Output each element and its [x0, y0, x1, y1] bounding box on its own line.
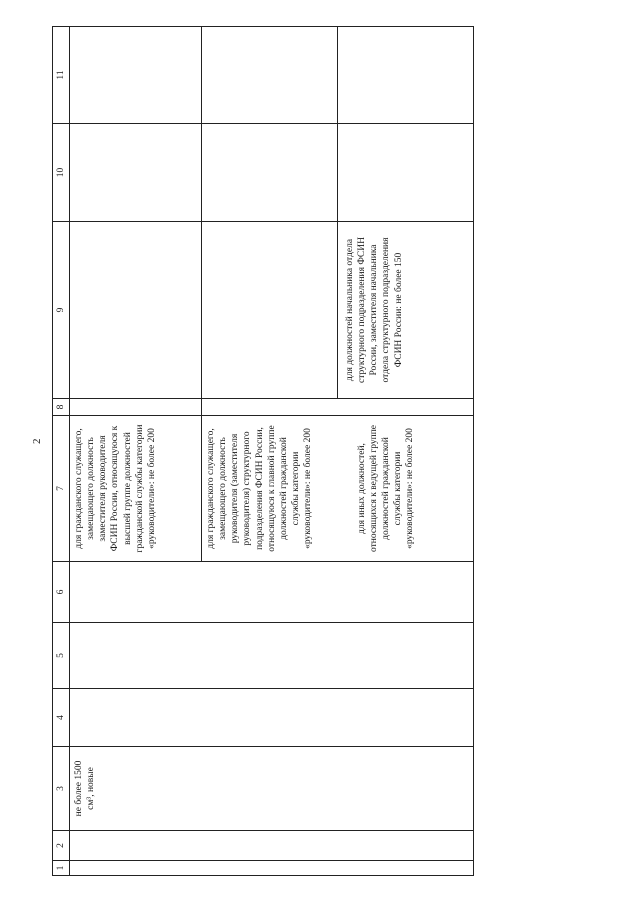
cell-col8: [202, 399, 338, 416]
column-header: 7: [53, 416, 70, 562]
cell-col9: [70, 222, 202, 399]
column-header: 11: [53, 27, 70, 124]
position-criteria-text: для иных должностей, относящихся к ведущей группе должностей гражданской службы категории «руководители»: не более 200: [356, 425, 416, 553]
table-row: [70, 27, 202, 876]
position-criteria-text: для гражданского служащего, замещающего должность руководителя (заместителя руководителя) структурного подразделения ФСИН России, относящуюся к главной группе должностей гражданской службы категории «руководители»: не более 200: [206, 425, 314, 552]
column-header: 9: [53, 222, 70, 399]
table-sheet: [52, 27, 472, 876]
column-header: 5: [53, 623, 70, 689]
cell-col9: [338, 222, 474, 399]
cell-col2: [70, 831, 474, 861]
cell-col11: [202, 27, 338, 124]
cell-col11: [70, 27, 202, 124]
column-header: 10: [53, 124, 70, 222]
column-header: 2: [53, 831, 70, 861]
requirements-table: [52, 26, 474, 876]
cell-col5: [70, 623, 474, 689]
page-number: 2: [31, 438, 43, 444]
column-header: 8: [53, 399, 70, 416]
cell-col6: [70, 562, 474, 623]
engine-volume-text: не более 1500 см³, новые: [74, 760, 97, 817]
column-header: 1: [53, 861, 70, 876]
cell-col7: [202, 416, 338, 562]
cell-col7: [70, 416, 202, 562]
cell-col3: [70, 747, 474, 831]
department-head-criteria-text: для должностей начальника отдела структурного подразделения ФСИН России, заместителя начальника отдела структурного подразделения ФСИН России: не более 150: [345, 237, 404, 383]
cell-col10: [338, 124, 474, 222]
column-header: 4: [53, 689, 70, 747]
cell-col8: [338, 399, 474, 416]
cell-col8: [70, 399, 202, 416]
cell-col9: [202, 222, 338, 399]
cell-col7: [338, 416, 474, 562]
cell-col10: [202, 124, 338, 222]
cell-col10: [70, 124, 202, 222]
cell-col1: [70, 861, 474, 876]
position-criteria-text: для гражданского служащего, замещающего должность заместителя руководителя ФСИН России, относящуюся к высшей группе должностей гражданской службы категории «руководители»: не более 200: [74, 424, 157, 553]
column-header: 6: [53, 562, 70, 623]
column-header: 3: [53, 747, 70, 831]
cell-col11: [338, 27, 474, 124]
cell-col4: [70, 689, 474, 747]
header-row: [53, 27, 70, 876]
